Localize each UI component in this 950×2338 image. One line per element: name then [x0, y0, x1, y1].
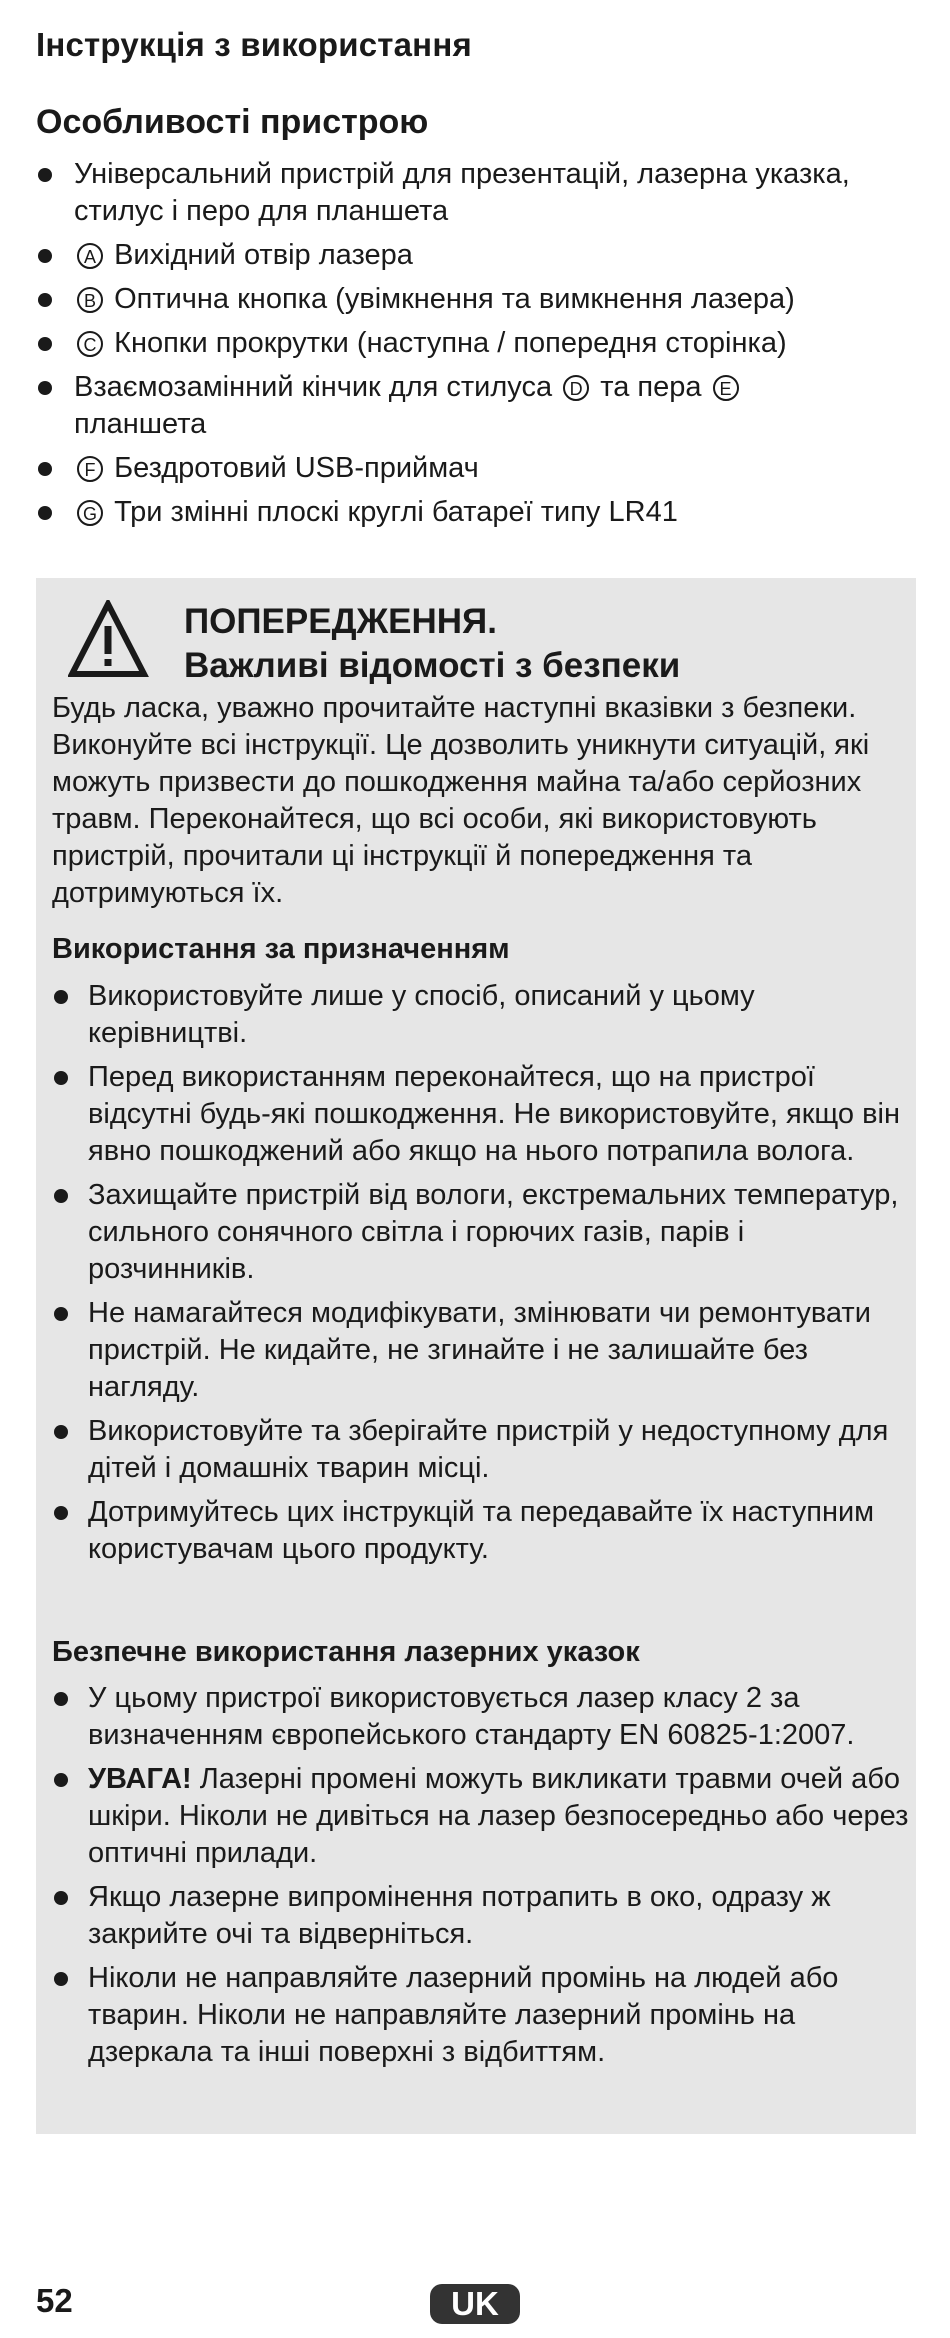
- list-item: A Вихідний отвір лазера: [36, 237, 916, 274]
- warning-heading: ПОПЕРЕДЖЕННЯ. Важливі відомості з безпеки: [184, 602, 681, 685]
- bullet-icon: [54, 1972, 68, 1986]
- marker-c-icon: C: [77, 331, 103, 357]
- bullet-icon: [54, 1071, 68, 1085]
- warning-triangle-icon: [68, 600, 196, 678]
- list-item: B Оптична кнопка (увімкнення та вимкнення лазера): [36, 281, 916, 318]
- list-item: Дотримуйтесь цих інструкцій та передавайте їх наступним користувачам цього продукту.: [52, 1494, 912, 1568]
- marker-f-icon: F: [77, 456, 103, 482]
- safety-warning-box: [36, 578, 916, 2134]
- list-item: Перед використанням переконайтеся, що на пристрої відсутні будь-які пошкодження. Не використовуйте, якщо він явно пошкоджений або якщо на нього потрапила волога.: [52, 1059, 912, 1170]
- list-item: C Кнопки прокрутки (наступна / попередня сторінка): [36, 325, 916, 362]
- bullet-icon: [38, 168, 52, 182]
- list-item: Використовуйте лише у спосіб, описаний у цьому керівництві.: [52, 978, 912, 1052]
- list-item: У цьому пристрої використовується лазер класу 2 за визначенням європейського стандарту EN 60825-1:2007.: [52, 1680, 912, 1754]
- list-item: Якщо лазерне випромінення потрапить в око, одразу ж закрийте очі та відверніться.: [52, 1879, 912, 1953]
- list-item: Захищайте пристрій від вологи, екстремальних температур, сильного сонячного світла і горючих газів, парів і розчинників.: [52, 1177, 912, 1288]
- language-badge: UK: [430, 2284, 520, 2324]
- bullet-icon: [38, 506, 52, 520]
- list-item: УВАГА! Лазерні промені можуть викликати травми очей або шкіри. Ніколи не дивіться на лазер безпосередньо або через оптичні прилади.: [52, 1761, 912, 1872]
- intended-use-list: [52, 978, 912, 1575]
- marker-a-icon: A: [77, 243, 103, 269]
- marker-d-icon: D: [563, 375, 589, 401]
- warning-intro: Будь ласка, уважно прочитайте наступні вказівки з безпеки. Виконуйте всі інструкції. Це дозволить уникнути ситуацій, які можуть призвести до пошкодження майна та/або серйозних травм. Переконайтеся, що всі особи, які використовують пристрій, прочитали ці інструкції й попередження та дотримуються їх.: [52, 692, 870, 909]
- list-item: Ніколи не направляйте лазерний промінь на людей або тварин. Ніколи не направляйте лазерний промінь на дзеркала та інші поверхні з відбиттям.: [52, 1960, 912, 2071]
- caution-label: УВАГА!: [88, 1763, 192, 1795]
- bullet-icon: [38, 249, 52, 263]
- features-title: Особливості пристрою: [36, 103, 429, 141]
- page-title: Інструкція з використання: [36, 26, 472, 63]
- bullet-icon: [54, 1307, 68, 1321]
- list-item: G Три змінні плоскі круглі батареї типу LR41: [36, 494, 916, 531]
- list-item: Використовуйте та зберігайте пристрій у недоступному для дітей і домашніх тварин місці.: [52, 1413, 912, 1487]
- laser-safety-title: Безпечне використання лазерних указок: [52, 1636, 640, 1668]
- bullet-icon: [38, 462, 52, 476]
- list-item: Універсальний пристрій для презентацій, лазерна указка, стилус і перо для планшета: [36, 156, 916, 230]
- marker-b-icon: B: [77, 287, 103, 313]
- features-list: [36, 156, 916, 538]
- bullet-icon: [54, 1773, 68, 1787]
- bullet-icon: [38, 337, 52, 351]
- bullet-icon: [54, 1692, 68, 1706]
- intended-use-title: Використання за призначенням: [52, 933, 510, 965]
- bullet-icon: [54, 1506, 68, 1520]
- laser-safety-list: [52, 1680, 912, 2078]
- marker-g-icon: G: [77, 500, 103, 526]
- bullet-icon: [54, 1425, 68, 1439]
- bullet-icon: [38, 293, 52, 307]
- list-item: F Бездротовий USB-приймач: [36, 450, 916, 487]
- bullet-icon: [54, 1189, 68, 1203]
- list-item: Взаємозамінний кінчик для стилуса D та пера E планшета: [36, 369, 916, 443]
- bullet-icon: [38, 381, 52, 395]
- page-number: 52: [36, 2282, 73, 2319]
- bullet-icon: [54, 990, 68, 1004]
- bullet-icon: [54, 1891, 68, 1905]
- marker-e-icon: E: [713, 375, 739, 401]
- list-item: Не намагайтеся модифікувати, змінювати чи ремонтувати пристрій. Не кидайте, не згинайте і не залишайте без нагляду.: [52, 1295, 912, 1406]
